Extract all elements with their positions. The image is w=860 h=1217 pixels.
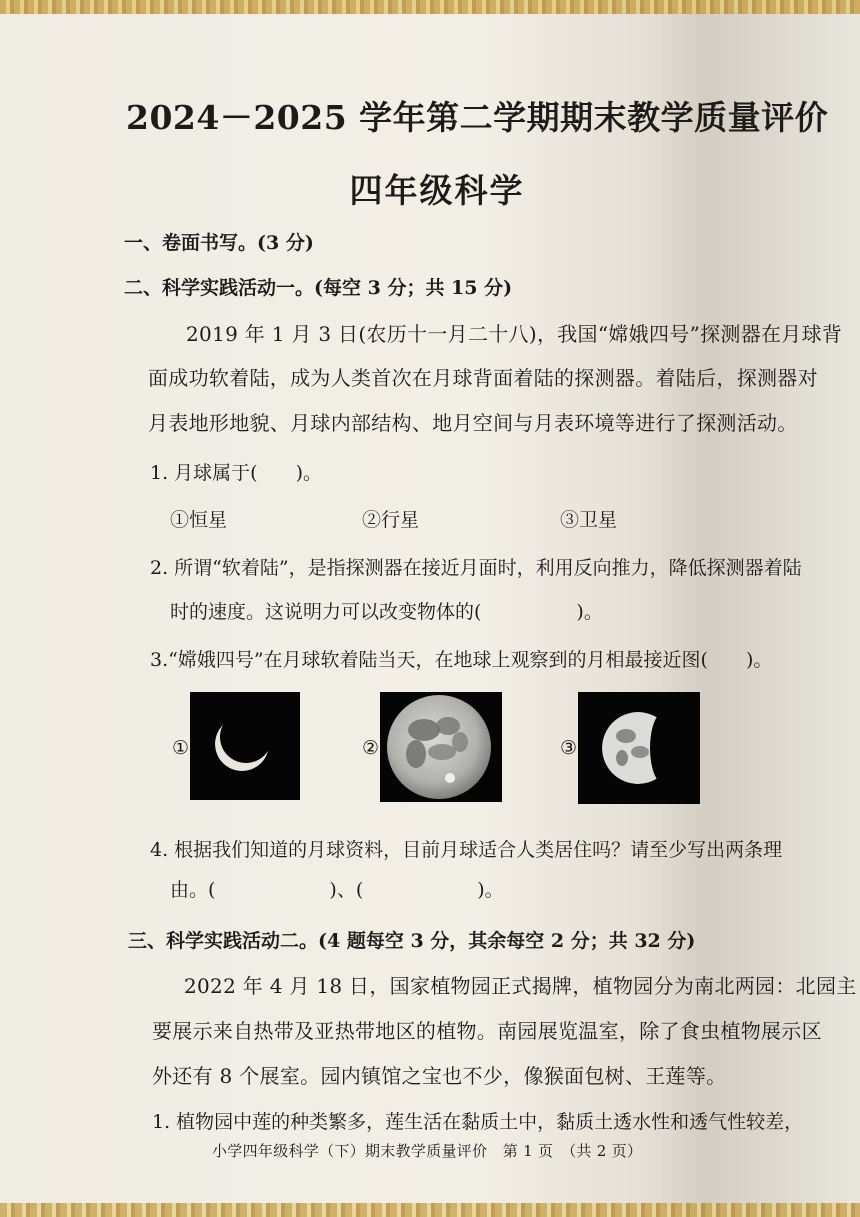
question-1: 1. 月球属于( )。: [150, 462, 322, 484]
section-3-passage-line-2: 要展示来自热带及亚热带地区的植物。南园展览温室，除了食虫植物展示区: [152, 1019, 822, 1043]
question-2-line-1: 2. 所谓“软着陆”，是指探测器在接近月面时，利用反向推力，降低探测器着陆: [150, 557, 802, 579]
question-2-line-2: 时的速度。这说明力可以改变物体的( )。: [170, 601, 603, 623]
section-2-passage-line-3: 月表地形地貌、月球内部结构、地月空间与月表环境等进行了探测活动。: [148, 411, 798, 435]
paper-edge-bottom: [0, 1203, 860, 1217]
q1-option-1: ①恒星: [170, 509, 228, 531]
exam-subtitle: 四年级科学: [349, 171, 525, 210]
section-3-passage-line-1: 2022 年 4 月 18 日，国家植物园正式揭牌，植物园分为南北两园：北园主: [184, 974, 857, 998]
question-4-line-1: 4. 根据我们知道的月球资料，目前月球适合人类居住吗？请至少写出两条理: [150, 839, 783, 861]
question-3: 3.“嫦娥四号”在月球软着陆当天，在地球上观察到的月相最接近图( )。: [150, 649, 773, 671]
section-3-question-1: 1. 植物园中莲的种类繁多，莲生活在黏质土中，黏质土透水性和透气性较差，: [152, 1111, 804, 1133]
section-2-passage-line-2: 面成功软着陆，成为人类首次在月球背面着陆的探测器。着陆后，探测器对: [148, 366, 818, 390]
section-1-heading: 一、卷面书写。(3 分): [124, 232, 314, 254]
question-4-line-2: 由。( )、( )。: [170, 879, 504, 901]
gibbous-moon-image: [578, 692, 700, 804]
full-moon-image: [380, 692, 502, 802]
section-3-heading: 三、科学实践活动二。(4 题每空 3 分，其余每空 2 分；共 32 分): [128, 930, 696, 952]
section-2-heading: 二、科学实践活动一。(每空 3 分；共 15 分): [124, 277, 513, 299]
moon-figure-label-3: ③: [560, 737, 578, 759]
moon-figure-label-1: ①: [172, 737, 190, 759]
section-2-passage-line-1: 2019 年 1 月 3 日(农历十一月二十八)，我国“嫦娥四号”探测器在月球背: [186, 322, 843, 346]
q1-option-3: ③卫星: [560, 509, 618, 531]
section-3-passage-line-3: 外还有 8 个展室。园内镇馆之宝也不少，像猴面包树、王莲等。: [152, 1064, 727, 1088]
q1-option-2: ②行星: [362, 509, 420, 531]
moon-figure-label-2: ②: [362, 737, 380, 759]
exam-title: 2024－2025 学年第二学期期末教学质量评价: [126, 98, 829, 137]
page-footer: 小学四年级科学（下）期末教学质量评价 第 1 页 （共 2 页）: [212, 1142, 643, 1160]
paper-edge-top: [0, 0, 860, 14]
crescent-moon-image: [190, 692, 300, 800]
